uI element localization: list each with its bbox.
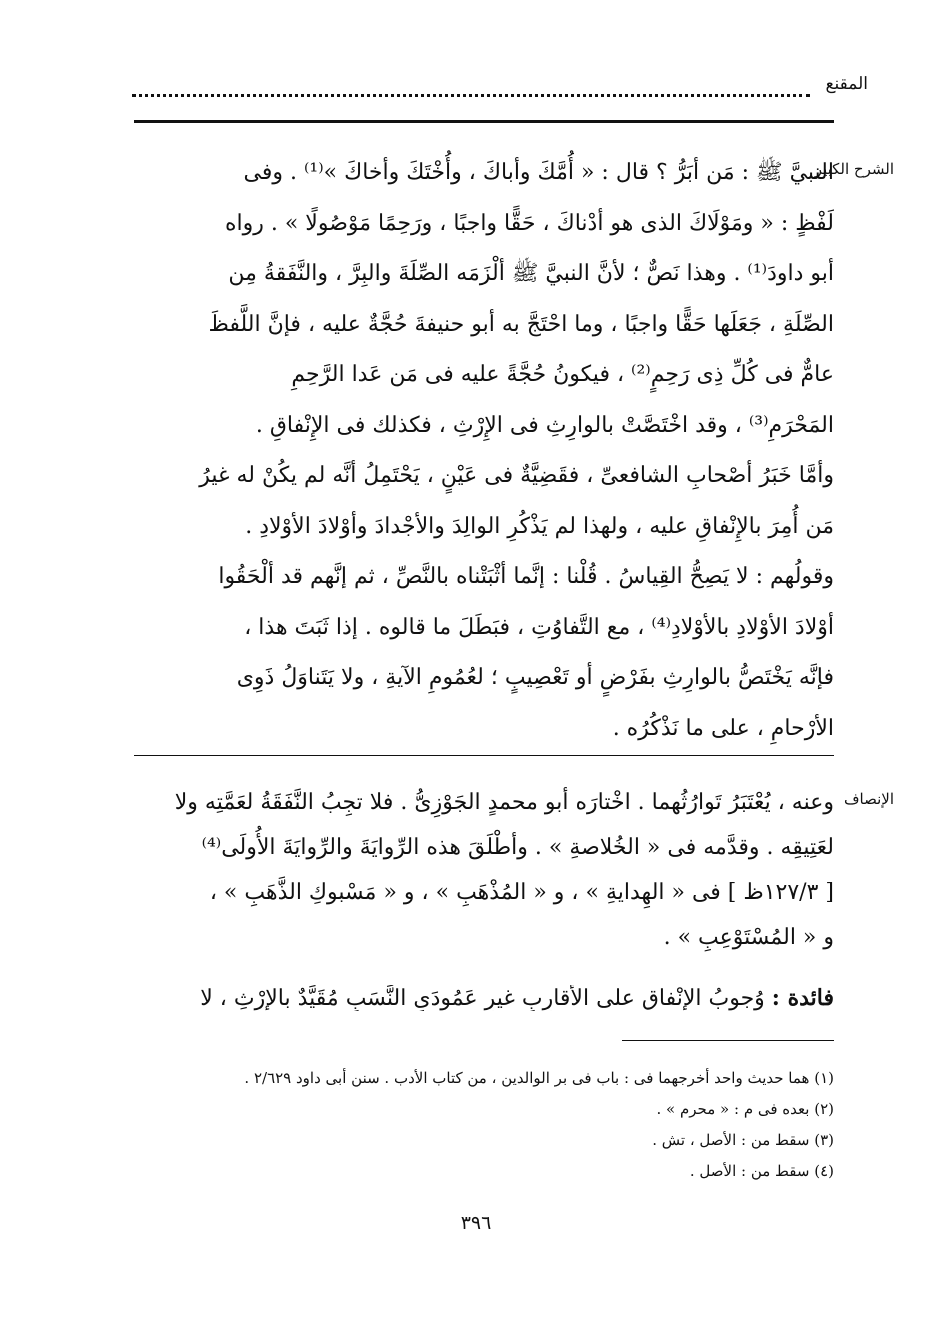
sharh-line: المَحْرَمِ⁽³⁾ ، وقد اخْتَصَّتْ بالوارِثِ فى الإِرْثِ ، فكذلك فى الإِنْفاقِ . bbox=[255, 412, 834, 438]
footnote: (٣) سقط من : الأصل ، تش . bbox=[652, 1131, 834, 1149]
sharh-line: أوْلادَ الأوْلادِ بالأوْلادِ⁽⁴⁾ ، مع التَّفاوُتِ ، فبَطَلَ ما قالوه . إذا ثَبَتَ هذا ، bbox=[244, 614, 834, 640]
insaf-line: وعنه ، يُعْتَبَرُ تَوارُثُهما . اخْتارَه أبو محمدٍ الجَوْزِىُّ . فلا تجِبُ النَّفَقَةُ لعَمَّتِه ولا bbox=[174, 790, 834, 815]
footnote: (٢) بعده فى م : « محرم » . bbox=[656, 1100, 834, 1118]
sharh-line: وقولُهم : لا يَصِحُّ القِياسُ . قُلْنا : إنَّما أثْبَتْناه بالنَّصِّ ، ثم إنَّهم قد ألْحَقُوا bbox=[218, 564, 834, 589]
sharh-line: وأمَّا خَبَرُ أصْحابِ الشافعىِّ ، فقَضِيَّةٌ فى عَيْنٍ ، يَحْتَمِلُ أنَّه لم يكُنْ له غيرُ bbox=[199, 463, 834, 488]
faida-paragraph bbox=[134, 985, 834, 1011]
sharh-line: الصِّلَةِ ، جَعَلَها حَقًّا واجبًا ، وما احْتَجَّ به أبو حنيفةَ حُجَّةٌ عليه ، فإنَّ اللَّفظَ bbox=[208, 311, 834, 337]
footnotes bbox=[134, 1063, 834, 1187]
dot-leader bbox=[132, 94, 810, 97]
footnote: (٤) سقط من : الأصل . bbox=[689, 1162, 834, 1180]
insaf-section-label: الإنصاف bbox=[843, 790, 894, 808]
page-number: ٣٩٦ bbox=[460, 1212, 492, 1234]
sharh-line: عامٌّ فى كُلِّ ذِى رَحِمٍ⁽²⁾ ، فيكونُ حُجَّةً عليه فى مَن عَدا الرَّحِمِ bbox=[291, 362, 834, 387]
sharh-line: لَفْظٍ : « ومَوْلَاكَ الذى هو أدْناكَ ، حَقًّا واجبًا ، ورَحِمًا مَوْصُولًا » . رواه bbox=[224, 210, 834, 236]
book-title: المقنع bbox=[825, 74, 868, 94]
section-divider bbox=[134, 755, 834, 756]
footnote: (١) هما حديث واحد أخرجهما فى : باب فى بر الوالدين ، من كتاب الأدب . سنن أبى داود ٢/٦٢٩ . bbox=[244, 1069, 834, 1087]
header-rule bbox=[134, 120, 834, 123]
sharh-line: النبيَّ ﷺ : مَن أبَرُّ ؟ قال : « أُمَّكَ وأباكَ ، وأُخْتَكَ وأخاكَ »⁽¹⁾ . وفى bbox=[243, 160, 834, 185]
sharh-line: فإنَّه يَخْتَصُّ بالوارِثِ بفَرْضٍ أو تَعْصِيبٍ ؛ لعُمُومِ الآيةِ ، ولا يَتَناوَلُ ذَوِى bbox=[236, 665, 834, 690]
insaf-line: [ ١٢٧/٣ظ ] فى « الهِدايةِ » ، و « المُذْهَبِ » ، و « مَسْبوكِ الذَّهَبِ » ، bbox=[209, 880, 834, 905]
faida-text: وُجوبُ الإِنْفاقِ على الأقارِبِ غيرِ عَمُودَىِ النَّسَبِ مُقَيَّدٌ بالإِرْثِ ، لا bbox=[200, 986, 772, 1011]
insaf-line: لعَتِيقِه . وقدَّمه فى « الخُلاصةِ » . وأطْلَقَ هذه الرِّوايَةَ والرِّوايَةَ الأُولَى⁽⁴⁾ bbox=[201, 835, 834, 860]
sharh-line: مَن أُمِرَ بالإِنْفاقِ عليه ، ولهذا لم يَذْكُرِ الوالِدَ والأجْدادَ وأوْلادَ الأوْلادِ . bbox=[245, 513, 834, 539]
insaf-text-block bbox=[134, 780, 834, 960]
sharh-section-label: الشرح الكبير bbox=[814, 160, 894, 178]
sharh-text-block bbox=[134, 148, 834, 754]
faida-heading: فائدة : bbox=[771, 985, 834, 1011]
running-head bbox=[132, 70, 868, 110]
sharh-line: أبو داودَ⁽¹⁾ . وهذا نَصٌّ ؛ لأنَّ النبيَّ ﷺ ألْزَمَه الصِّلَةَ والبِرَّ ، والنَّفَقةُ مِن bbox=[228, 261, 834, 286]
footnote-rule bbox=[622, 1040, 834, 1041]
insaf-line: و « المُسْتَوْعِبِ » . bbox=[663, 925, 834, 950]
sharh-line: الأرْحامِ ، على ما نَذْكُرُه . bbox=[612, 715, 834, 741]
